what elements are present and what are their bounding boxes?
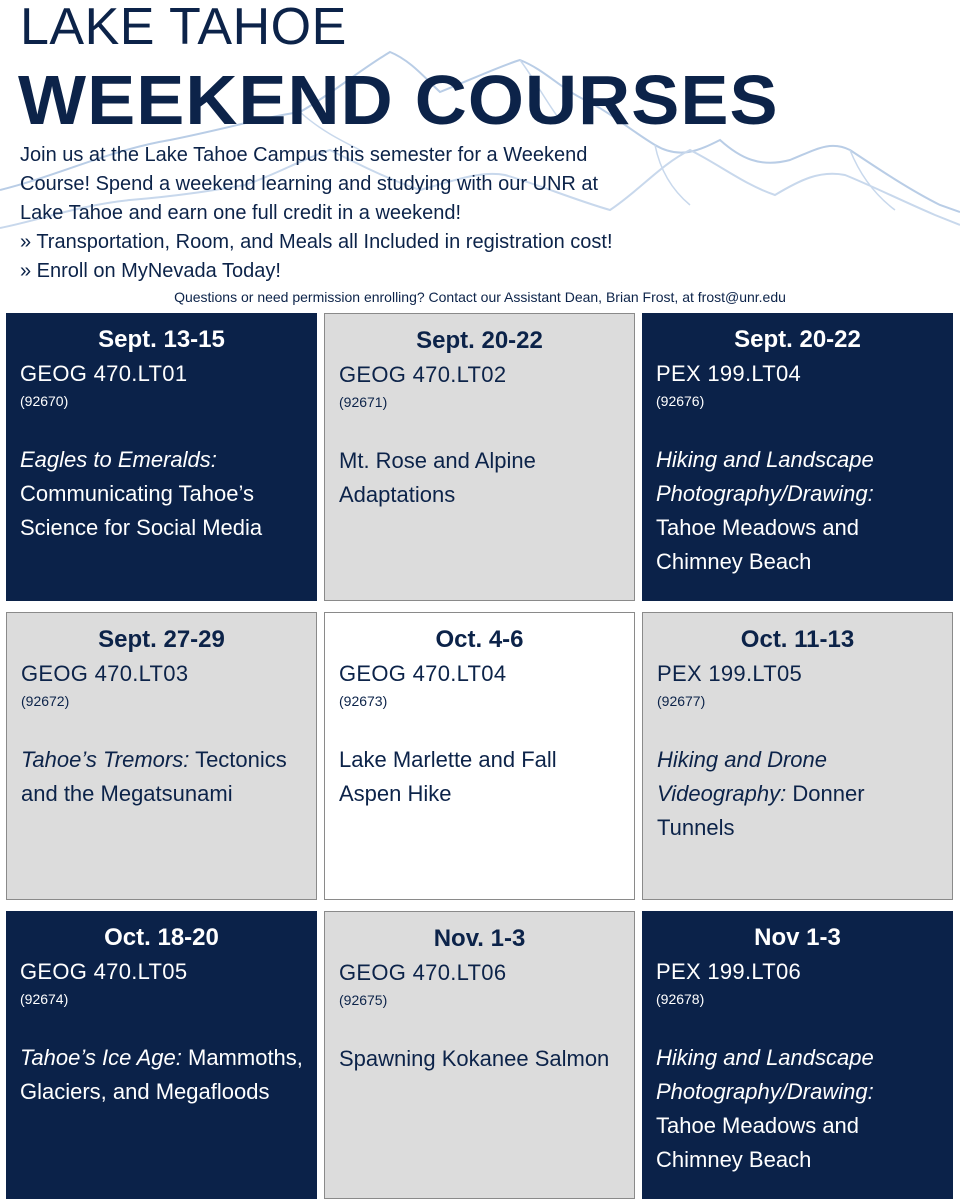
course-title-text: Lake Marlette and Fall Aspen Hike	[339, 747, 557, 806]
course-description	[656, 443, 939, 579]
intro-line: Course! Spend a weekend learning and studying with our UNR at	[20, 173, 599, 195]
title-weekend-courses: WEEKEND COURSES	[18, 61, 779, 139]
course-code: GEOG 470.LT05	[20, 959, 188, 984]
intro-line: Lake Tahoe and earn one full credit in a weekend!	[20, 202, 462, 224]
course-description	[21, 743, 302, 811]
course-code: PEX 199.LT06	[656, 959, 802, 984]
course-code: GEOG 470.LT02	[339, 362, 507, 387]
course-date: Oct. 4-6	[435, 626, 524, 653]
course-code: GEOG 470.LT04	[339, 661, 507, 686]
course-date: Sept. 13-15	[98, 326, 225, 353]
course-card	[642, 313, 953, 601]
course-description	[339, 444, 620, 512]
intro-bullet-enroll: » Enroll on MyNevada Today!	[20, 260, 281, 282]
course-crn: (92673)	[339, 693, 388, 709]
title-lake-tahoe: LAKE TAHOE	[20, 0, 347, 56]
contact-line: Questions or need permission enrolling? Contact our Assistant Dean, Brian Frost, at frost@unr.edu	[174, 289, 786, 305]
course-card	[324, 313, 635, 601]
course-title-text: Tahoe Meadows and Chimney Beach	[656, 1113, 860, 1172]
course-title-italic: Eagles to Emeralds:	[20, 447, 217, 472]
course-card	[642, 911, 953, 1199]
course-crn: (92674)	[20, 991, 69, 1007]
course-title-text: Mammoths, Glaciers, and Megafloods	[20, 1045, 303, 1104]
course-card	[6, 612, 317, 900]
course-crn: (92672)	[21, 693, 70, 709]
course-card	[324, 612, 635, 900]
course-description	[20, 443, 303, 545]
course-date: Oct. 18-20	[104, 924, 219, 951]
course-crn: (92671)	[339, 394, 388, 410]
intro-bullet-included: » Transportation, Room, and Meals all Included in registration cost!	[20, 231, 613, 253]
course-code: PEX 199.LT05	[657, 661, 803, 686]
course-title-text: Mt. Rose and Alpine Adaptations	[339, 448, 536, 507]
course-title-text: Donner Tunnels	[657, 781, 865, 840]
course-crn: (92678)	[656, 991, 705, 1007]
header	[0, 0, 960, 312]
course-description	[20, 1041, 303, 1109]
intro-text	[20, 141, 740, 286]
course-title-text: Tahoe Meadows and Chimney Beach	[656, 515, 860, 574]
course-crn: (92677)	[657, 693, 706, 709]
course-title-italic: Hiking and Landscape Photography/Drawing:	[656, 1045, 874, 1104]
course-date: Oct. 11-13	[740, 626, 855, 653]
course-title-text: Tectonics and the Megatsunami	[21, 747, 287, 806]
intro-line: Join us at the Lake Tahoe Campus this semester for a Weekend	[20, 144, 588, 166]
course-date: Sept. 27-29	[98, 626, 225, 653]
course-date: Sept. 20-22	[416, 327, 543, 354]
course-crn: (92676)	[656, 393, 705, 409]
course-crn: (92670)	[20, 393, 69, 409]
course-code: GEOG 470.LT01	[20, 361, 188, 386]
course-card	[6, 911, 317, 1199]
course-title-italic: Tahoe’s Ice Age:	[20, 1045, 182, 1070]
course-date: Sept. 20-22	[734, 326, 861, 353]
course-title-text: Spawning Kokanee Salmon	[339, 1046, 610, 1071]
course-date: Nov. 1-3	[433, 925, 526, 952]
course-card	[642, 612, 953, 900]
course-code: GEOG 470.LT06	[339, 960, 507, 985]
course-code: PEX 199.LT04	[656, 361, 802, 386]
course-title-italic: Hiking and Landscape Photography/Drawing:	[656, 447, 874, 506]
course-title-italic: Tahoe’s Tremors:	[21, 747, 190, 772]
course-crn: (92675)	[339, 992, 388, 1008]
course-card	[324, 911, 635, 1199]
course-description	[339, 743, 620, 811]
course-title-text: Communicating Tahoe’s Science for Social Media	[20, 481, 263, 540]
course-code: GEOG 470.LT03	[21, 661, 189, 686]
course-card	[6, 313, 317, 601]
course-description	[656, 1041, 939, 1177]
course-description	[339, 1042, 620, 1076]
course-title-italic: Hiking and Drone Videography:	[657, 747, 827, 806]
course-date: Nov 1-3	[754, 924, 841, 951]
course-description	[657, 743, 938, 845]
course-grid	[6, 313, 954, 1199]
